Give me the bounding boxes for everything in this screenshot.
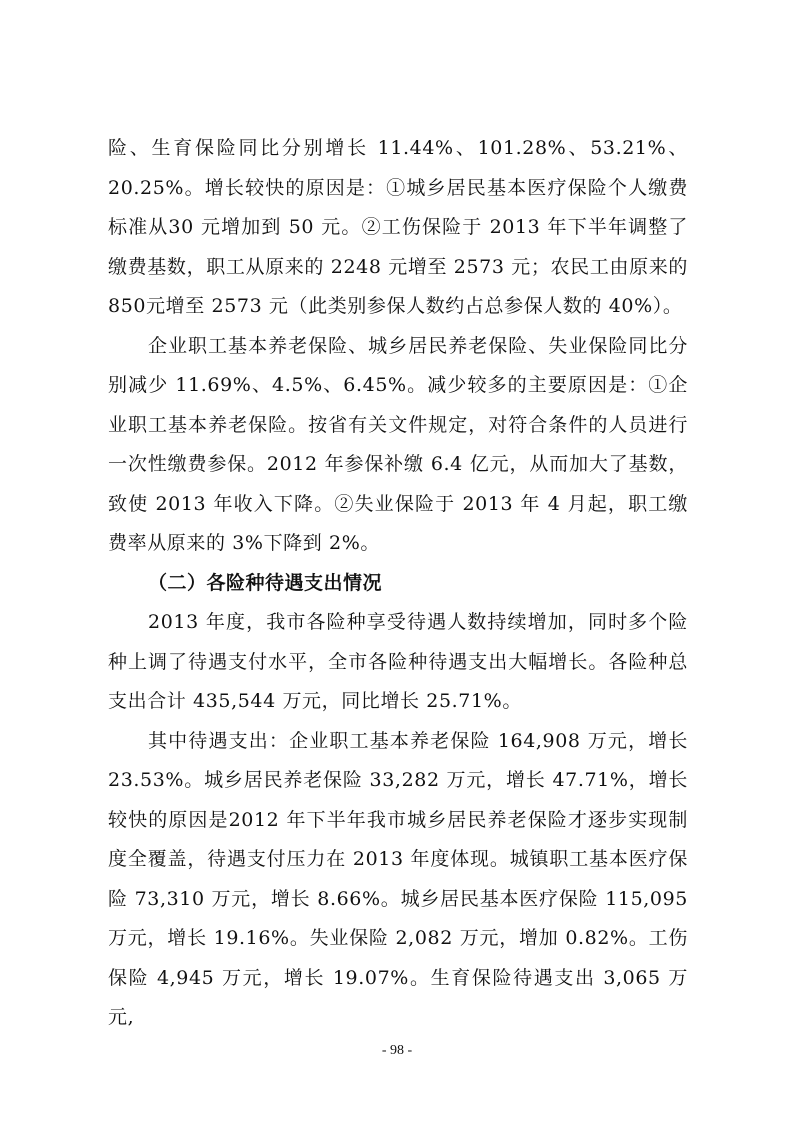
paragraph-insurance-growth: 险、生育保险同比分别增长 11.44%、101.28%、53.21%、20.25%。增长较快的原因是：①城乡居民基本医疗保险个人缴费标准从30 元增加到 50 元。②工伤保险于 2013 年下半年调整了缴费基数，职工从原来的 2248 元增至 2573 元；农民工由原来的 850元增至 2573 元（此类别参保人数约占总参保人数的 40%）。 — [108, 137, 688, 317]
section-heading: （二）各险种待遇支出情况 — [148, 571, 383, 594]
paragraph-expenditure-overview: 2013 年度，我市各险种享受待遇人数持续增加，同时多个险种上调了待遇支付水平，全市各险种待遇支出大幅增长。各险种总支出合计 435,544 万元，同比增长 25.71%。 — [108, 611, 688, 712]
page-body — [108, 129, 688, 1038]
page-number: - 98 - — [381, 1043, 413, 1058]
paragraph-expenditure-details: 其中待遇支出：企业职工基本养老保险 164,908 万元，增长23.53%。城乡居民养老保险 33,282 万元，增长 47.71%，增长较快的原因是2012 年下半年我市城乡居民养老保险才逐步实现制度全覆盖，待遇支付压力在 2013 年度体现。城镇职工基本医疗保险 73,310 万元，增长 8.66%。城乡居民基本医疗保险 115,095万元，增长 19.16%。失业保险 2,082 万元，增加 0.82%。工伤保险 4,945 万元，增长 19.07%。生育保险待遇支出 3,065 万元, — [108, 729, 688, 1028]
paragraph-insurance-decrease: 企业职工基本养老保险、城乡居民养老保险、失业保险同比分别减少 11.69%、4.5%、6.45%。减少较多的主要原因是：①企业职工基本养老保险。按省有关文件规定，对符合条件的人员进行一次性缴费参保。2012 年参保补缴 6.4 亿元，从而加大了基数，致使 2013 年收入下降。②失业保险于 2013 年 4 月起，职工缴费率从原来的 3%下降到 2%。 — [108, 334, 688, 554]
